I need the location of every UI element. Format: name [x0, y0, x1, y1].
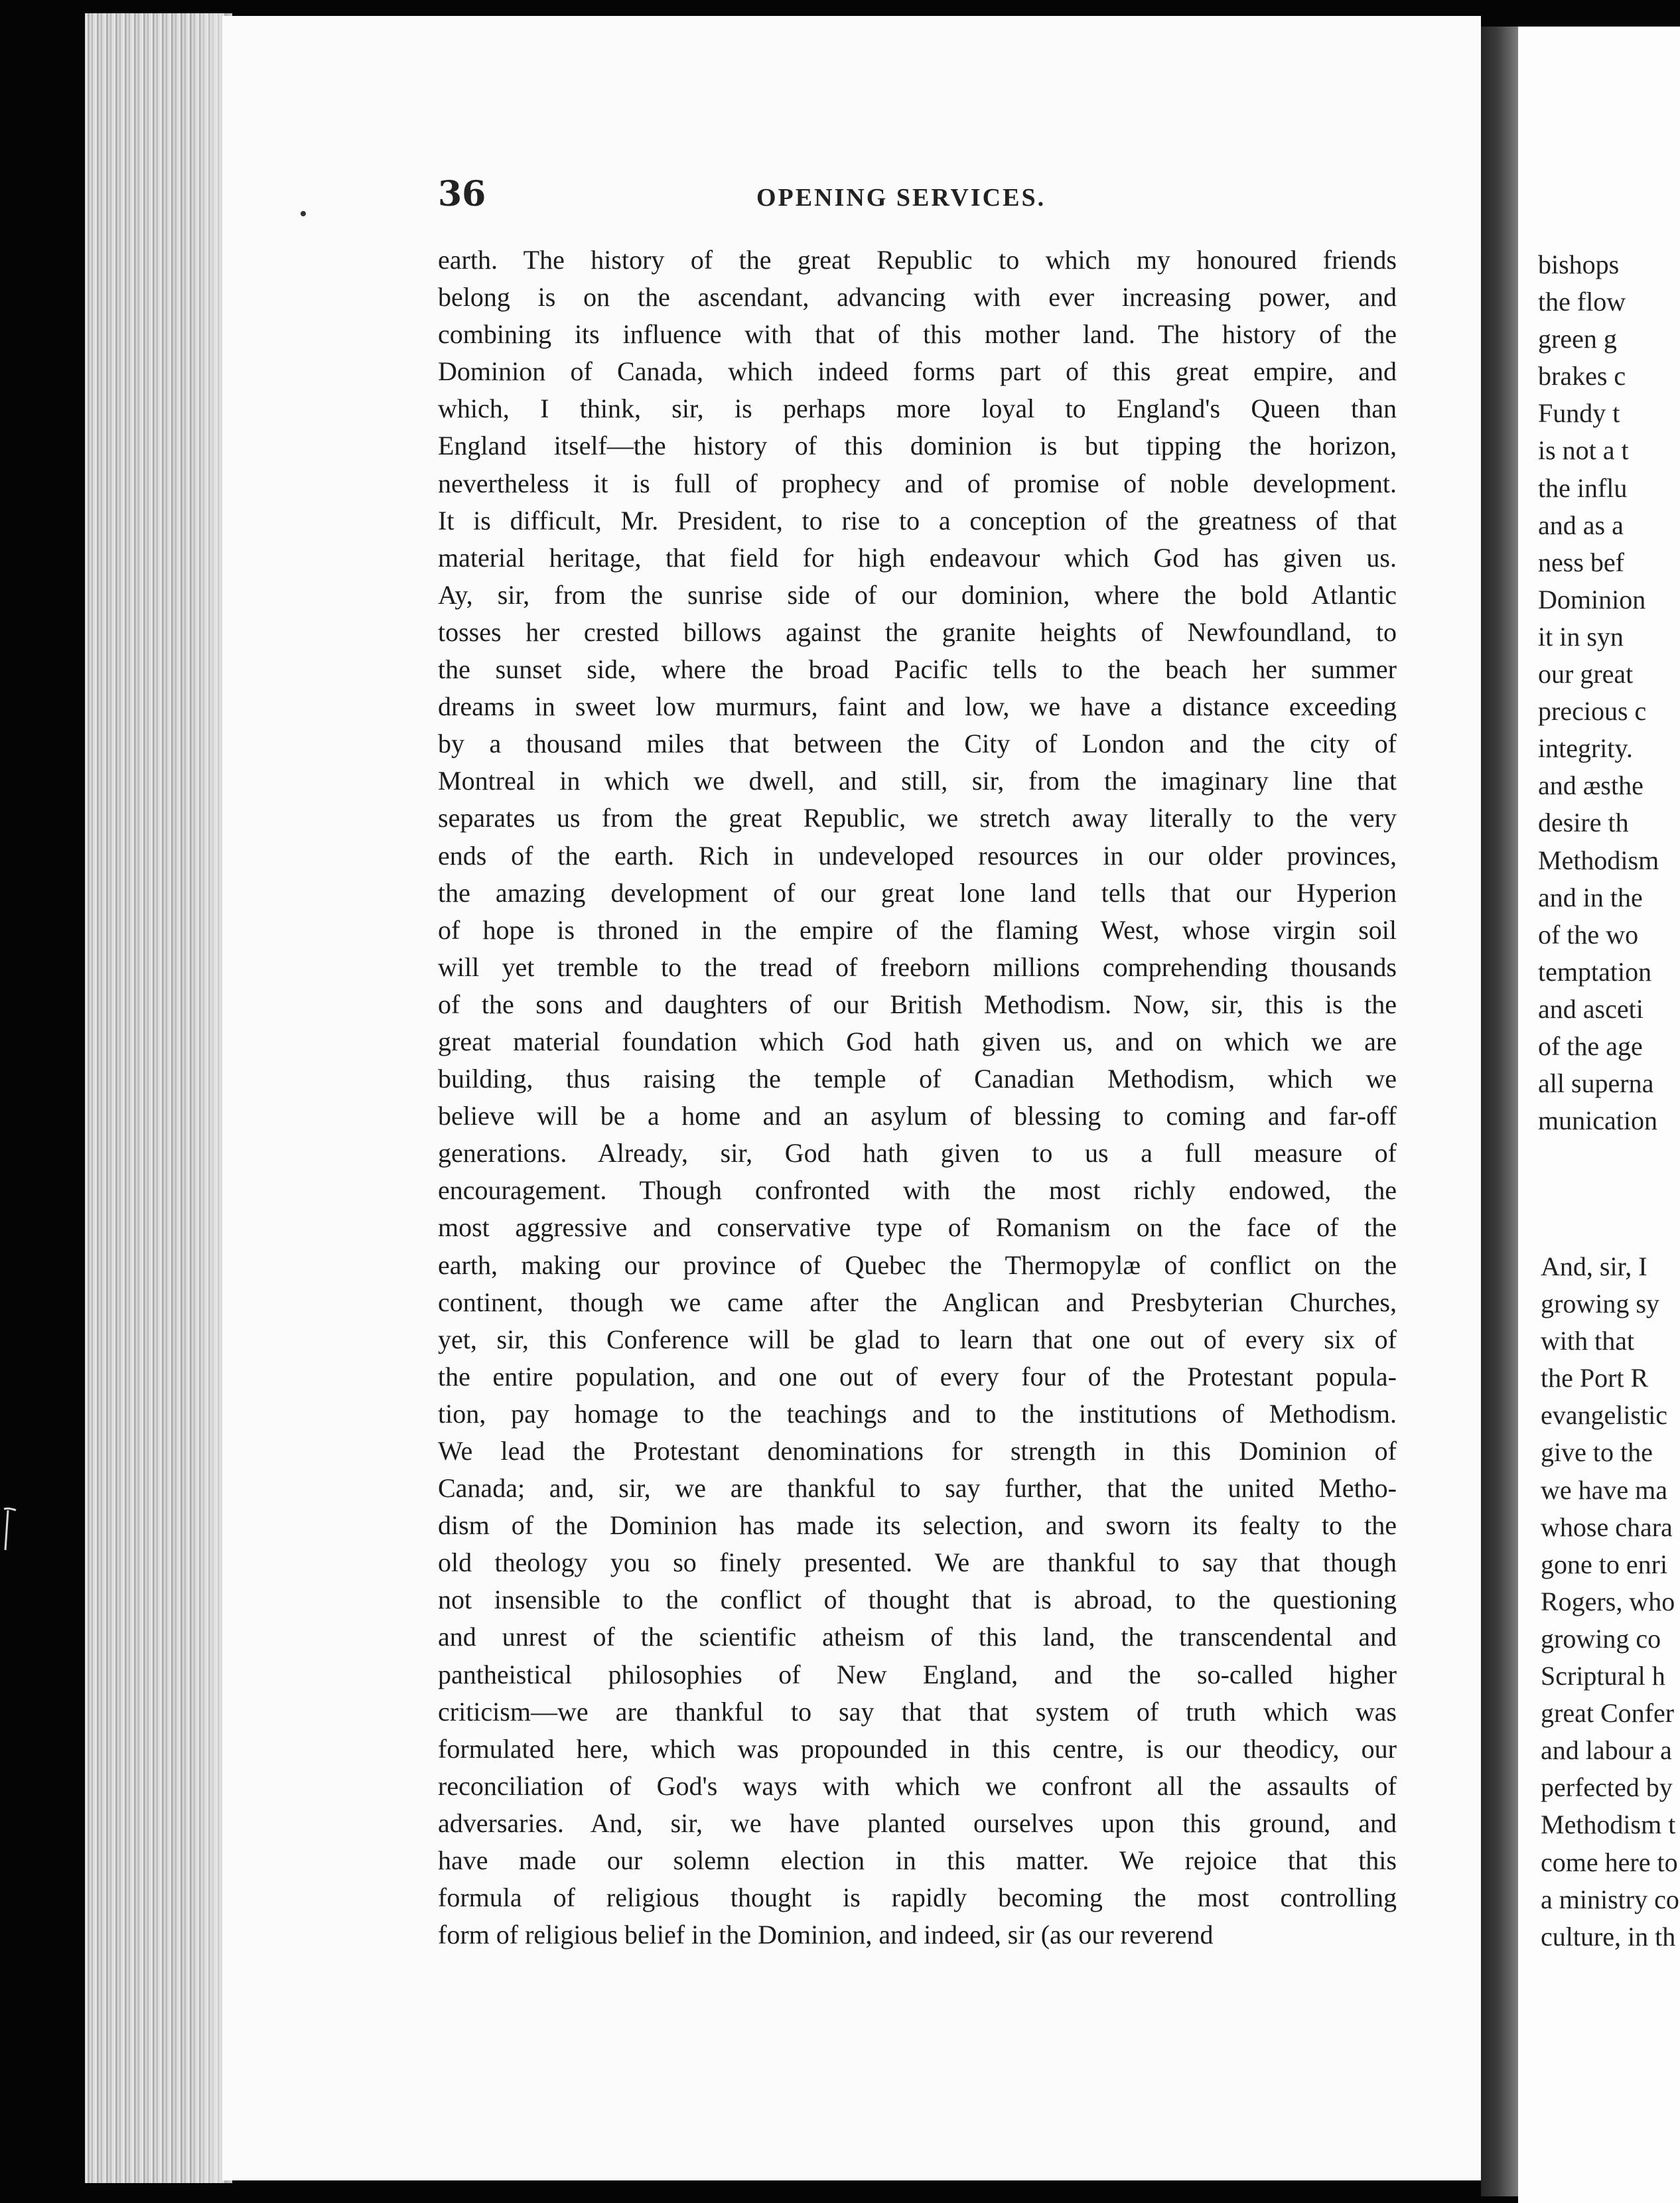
facing-text-fragment: Rogers, who	[1541, 1586, 1675, 1616]
text-line: tosses her crested billows against the granite heights of Newfoundland, to	[438, 616, 1397, 647]
facing-text-fragment: and æsthe	[1538, 770, 1644, 801]
text-line: of hope is throned in the empire of the flaming West, whose virgin soil	[438, 914, 1397, 945]
facing-text-fragment: of the age	[1538, 1030, 1643, 1061]
facing-text-fragment: Dominion	[1538, 584, 1646, 614]
facing-text-fragment: desire th	[1538, 808, 1629, 838]
text-line: pantheistical philosophies of New England, and the so-called higher	[438, 1659, 1397, 1689]
text-line: generations. Already, sir, God hath given to us a full measure of	[438, 1138, 1397, 1169]
running-title: OPENING SERVICES.	[756, 184, 1046, 212]
facing-text-fragment: all superna	[1538, 1068, 1654, 1099]
text-line: criticism—we are thankful to say that that system of truth which was	[438, 1696, 1397, 1727]
book-gutter	[1481, 27, 1522, 2196]
running-header	[438, 174, 1407, 214]
text-line: the entire population, and one out of every four of the Protestant popula-	[438, 1361, 1397, 1391]
facing-page-text-top	[1538, 246, 1680, 1139]
text-line: of the sons and daughters of our British Methodism. Now, sir, this is the	[438, 989, 1397, 1019]
text-line: combining its influence with that of this mother land. The history of the	[438, 319, 1397, 350]
text-line: not insensible to the conflict of thought that is abroad, to the questioning	[438, 1585, 1397, 1615]
facing-text-fragment: temptation	[1538, 956, 1652, 987]
text-line: most aggressive and conservative type of Romanism on the face of the	[438, 1212, 1397, 1243]
text-line: and unrest of the scientific atheism of this land, the transcendental and	[438, 1622, 1397, 1652]
facing-text-fragment: is not a t	[1538, 435, 1629, 466]
facing-text-fragment: the flow	[1538, 287, 1626, 317]
facing-text-fragment: a ministry co	[1541, 1884, 1679, 1914]
facing-text-fragment: Scriptural h	[1541, 1661, 1665, 1691]
text-line: the sunset side, where the broad Pacific tells to the beach her summer	[438, 654, 1397, 685]
facing-text-fragment: precious c	[1538, 696, 1647, 727]
text-line: building, thus raising the temple of Canadian Methodism, which we	[438, 1064, 1397, 1094]
facing-text-fragment: Methodism t	[1541, 1810, 1676, 1840]
text-line: encouragement. Though confronted with the most richly endowed, the	[438, 1175, 1397, 1206]
facing-page-text-bottom	[1541, 1248, 1680, 1955]
facing-text-fragment: and in the	[1538, 882, 1643, 912]
body-text	[438, 242, 1397, 1954]
text-line: belong is on the ascendant, advancing with ever increasing power, and	[438, 282, 1397, 313]
facing-text-fragment: evangelistic	[1541, 1400, 1668, 1431]
facing-text-fragment: Methodism	[1538, 845, 1659, 875]
text-line: separates us from the great Republic, we stretch away literally to the very	[438, 803, 1397, 833]
text-line: earth. The history of the great Republic to which my honoured friends	[438, 245, 1397, 275]
text-line: which, I think, sir, is perhaps more loyal to England's Queen than	[438, 393, 1397, 424]
facing-text-fragment: bishops	[1538, 249, 1620, 279]
facing-text-fragment: great Confer	[1541, 1698, 1675, 1729]
text-line: England itself—the history of this dominion is but tipping the horizon,	[438, 431, 1397, 461]
text-line: yet, sir, this Conference will be glad to learn that one out of every six of	[438, 1324, 1397, 1354]
speck-mark	[301, 211, 306, 216]
text-line: reconciliation of God's ways with which we confront all the assaults of	[438, 1770, 1397, 1801]
facing-text-fragment: green g	[1538, 324, 1617, 354]
text-line: adversaries. And, sir, we have planted ourselves upon this ground, and	[438, 1808, 1397, 1838]
text-line: formulated here, which was propounded in this centre, is our theodicy, our	[438, 1733, 1397, 1764]
facing-text-fragment: integrity.	[1538, 733, 1633, 764]
text-line: old theology you so finely presented. We are thankful to say that though	[438, 1547, 1397, 1578]
text-line: will yet tremble to the tread of freeborn millions comprehending thousands	[438, 952, 1397, 982]
facing-text-fragment: and labour a	[1541, 1735, 1672, 1766]
facing-text-fragment: Fundy t	[1538, 398, 1620, 429]
text-line: earth, making our province of Quebec the Thermopylæ of conflict on the	[438, 1249, 1397, 1280]
text-line: nevertheless it is full of prophecy and of promise of noble development.	[438, 468, 1397, 498]
facing-text-fragment: the influ	[1538, 472, 1628, 503]
text-line: ends of the earth. Rich in undeveloped resources in our older provinces,	[438, 840, 1397, 871]
text-line: tion, pay homage to the teachings and to the institutions of Methodism.	[438, 1398, 1397, 1429]
text-line: have made our solemn election in this matter. We rejoice that this	[438, 1845, 1397, 1876]
facing-text-fragment: with that	[1541, 1326, 1635, 1356]
facing-text-fragment: perfected by	[1541, 1772, 1673, 1803]
facing-text-fragment: give to the	[1541, 1437, 1653, 1468]
facing-text-fragment: come here to	[1541, 1847, 1678, 1877]
facing-text-fragment: and as a	[1538, 510, 1624, 540]
facing-text-fragment: growing sy	[1541, 1289, 1659, 1319]
facing-text-fragment: culture, in th	[1541, 1921, 1676, 1952]
facing-text-fragment: growing co	[1541, 1623, 1661, 1654]
text-line: Dominion of Canada, which indeed forms part of this great empire, and	[438, 356, 1397, 387]
facing-text-fragment: gone to enri	[1541, 1549, 1668, 1579]
facing-text-fragment: we have ma	[1541, 1474, 1668, 1505]
text-line: form of religious belief in the Dominion, and indeed, sir (as our reverend	[438, 1920, 1214, 1950]
text-line: We lead the Protestant denominations for strength in this Dominion of	[438, 1436, 1397, 1466]
text-line: formula of religious thought is rapidly becoming the most controlling	[438, 1883, 1397, 1913]
text-line: Canada; and, sir, we are thankful to say further, that the united Metho-	[438, 1473, 1397, 1504]
facing-text-fragment: it in syn	[1538, 621, 1624, 652]
facing-text-fragment: And, sir, I	[1541, 1251, 1647, 1281]
facing-text-fragment: and asceti	[1538, 993, 1644, 1024]
text-line: It is difficult, Mr. President, to rise to a conception of the greatness of that	[438, 505, 1397, 535]
facing-text-fragment: of the wo	[1538, 919, 1639, 950]
text-line: material heritage, that field for high endeavour which God has given us.	[438, 542, 1397, 573]
text-line: dism of the Dominion has made its selection, and sworn its fealty to the	[438, 1510, 1397, 1541]
page-number: 36	[438, 174, 486, 214]
facing-text-fragment: whose chara	[1541, 1512, 1673, 1542]
text-line: Montreal in which we dwell, and still, sir, from the imaginary line that	[438, 766, 1397, 796]
facing-text-fragment: our great	[1538, 659, 1634, 689]
text-line: dreams in sweet low murmurs, faint and low, we have a distance exceeding	[438, 691, 1397, 722]
text-line: the amazing development of our great lone land tells that our Hyperion	[438, 877, 1397, 908]
facing-text-fragment: the Port R	[1541, 1363, 1649, 1393]
text-line: by a thousand miles that between the City of London and the city of	[438, 729, 1397, 759]
text-line: believe will be a home and an asylum of blessing to coming and far-off	[438, 1101, 1397, 1131]
facing-text-fragment: munication	[1538, 1105, 1657, 1136]
facing-text-fragment: brakes c	[1538, 361, 1626, 391]
text-line: continent, though we came after the Anglican and Presbyterian Churches,	[438, 1287, 1397, 1317]
margin-pencil-mark	[0, 1506, 20, 1553]
facing-text-fragment: ness bef	[1538, 547, 1624, 577]
text-line: Ay, sir, from the sunrise side of our dominion, where the bold Atlantic	[438, 579, 1397, 610]
text-line: great material foundation which God hath given us, and on which we are	[438, 1026, 1397, 1056]
